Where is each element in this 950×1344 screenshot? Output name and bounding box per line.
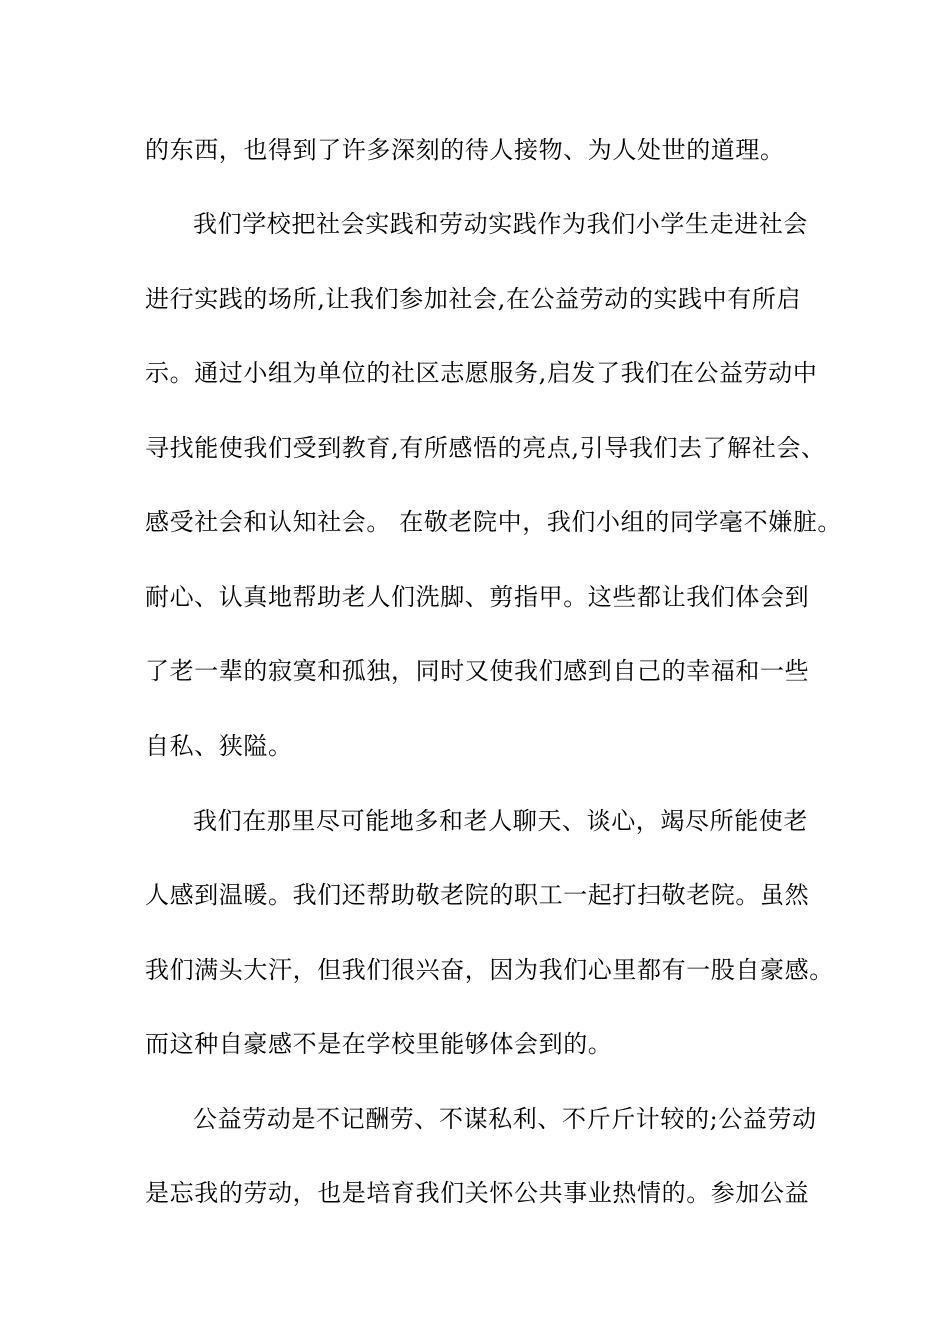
text-line: 耐心、认真地帮助老人们洗脚、剪指甲。这些都让我们体会到 bbox=[145, 583, 810, 611]
paragraph-start-line: 公益劳动是不记酬劳、不谋私利、不斤斤计较的;公益劳动 bbox=[193, 1105, 817, 1133]
text-line: 了老一辈的寂寞和孤独，同时又使我们感到自己的幸福和一些 bbox=[145, 657, 810, 685]
paragraph-start-line: 我们学校把社会实践和劳动实践作为我们小学生走进社会 bbox=[193, 210, 808, 238]
text-line: 我们满头大汗，但我们很兴奋，因为我们心里都有一股自豪感。 bbox=[145, 956, 834, 984]
text-line: 寻找能使我们受到教育,有所感悟的亮点,引导我们去了解社会、 bbox=[145, 434, 826, 462]
text-line: 自私、狭隘。 bbox=[145, 732, 293, 760]
text-line: 进行实践的场所,让我们参加社会,在公益劳动的实践中有所启 bbox=[145, 285, 802, 313]
text-line: 是忘我的劳动，也是培育我们关怀公共事业热情的。参加公益 bbox=[145, 1179, 810, 1207]
paragraph-start-line: 我们在那里尽可能地多和老人聊天、谈心，竭尽所能使老 bbox=[193, 807, 808, 835]
text-line: 的东西，也得到了许多深刻的待人接物、为人处世的道理。 bbox=[145, 136, 785, 164]
text-line: 示。通过小组为单位的社区志愿服务,启发了我们在公益劳动中 bbox=[145, 359, 818, 387]
text-line: 感受社会和认知社会。 在敬老院中，我们小组的同学毫不嫌脏。 bbox=[145, 508, 843, 536]
text-line: 而这种自豪感不是在学校里能够体会到的。 bbox=[145, 1030, 613, 1058]
text-line: 人感到温暖。我们还帮助敬老院的职工一起打扫敬老院。虽然 bbox=[145, 881, 810, 909]
